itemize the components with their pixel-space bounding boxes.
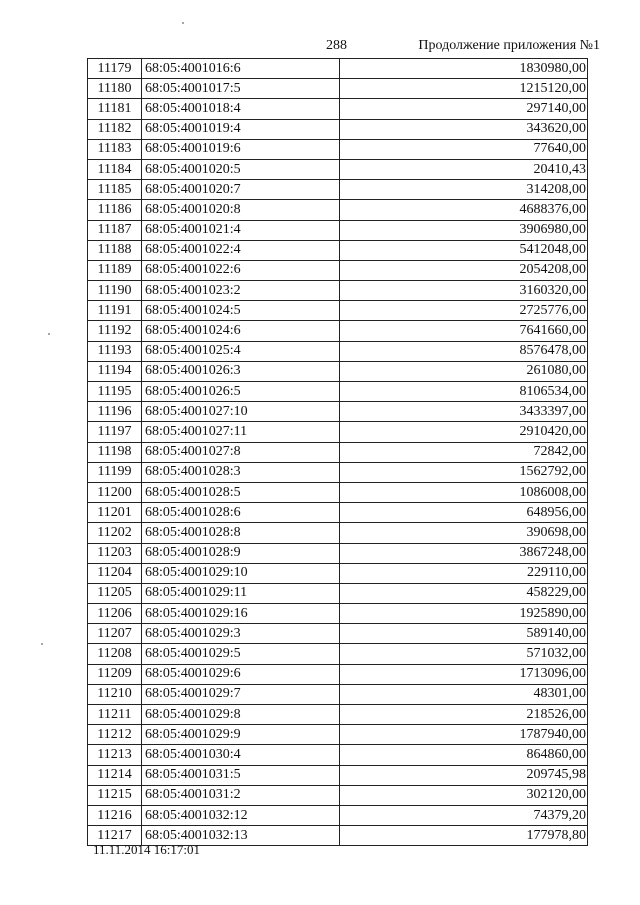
- cadastral-number-cell: 68:05:4001028:3: [142, 462, 340, 482]
- row-number-cell: 11188: [88, 240, 142, 260]
- cadastral-value-cell: 1086008,00: [340, 482, 588, 502]
- cadastral-number-cell: 68:05:4001029:3: [142, 624, 340, 644]
- row-number-cell: 11189: [88, 260, 142, 280]
- cadastral-number-cell: 68:05:4001029:16: [142, 604, 340, 624]
- cadastral-value-cell: 261080,00: [340, 361, 588, 381]
- row-number-cell: 11181: [88, 99, 142, 119]
- table-row: [88, 805, 588, 825]
- table-row: [88, 725, 588, 745]
- table-row: [88, 624, 588, 644]
- cadastral-value-cell: 48301,00: [340, 684, 588, 704]
- row-number-cell: 11203: [88, 543, 142, 563]
- cadastral-value-cell: 177978,80: [340, 826, 588, 846]
- table-row: [88, 240, 588, 260]
- table-row: [88, 301, 588, 321]
- row-number-cell: 11205: [88, 583, 142, 603]
- table-row: [88, 402, 588, 422]
- cadastral-value-cell: 218526,00: [340, 705, 588, 725]
- cadastral-number-cell: 68:05:4001018:4: [142, 99, 340, 119]
- cadastral-value-cell: 20410,43: [340, 159, 588, 179]
- cadastral-number-cell: 68:05:4001017:5: [142, 79, 340, 99]
- cadastral-value-cell: 1925890,00: [340, 604, 588, 624]
- cadastral-value-cell: 2910420,00: [340, 422, 588, 442]
- table-row: [88, 59, 588, 79]
- cadastral-value-cell: 3867248,00: [340, 543, 588, 563]
- cadastral-number-cell: 68:05:4001026:3: [142, 361, 340, 381]
- cadastral-value-table: [87, 58, 588, 846]
- cadastral-value-cell: 1787940,00: [340, 725, 588, 745]
- cadastral-value-cell: 229110,00: [340, 563, 588, 583]
- cadastral-value-cell: 302120,00: [340, 785, 588, 805]
- cadastral-number-cell: 68:05:4001027:11: [142, 422, 340, 442]
- cadastral-value-cell: 4688376,00: [340, 200, 588, 220]
- row-number-cell: 11202: [88, 523, 142, 543]
- table-row: [88, 684, 588, 704]
- row-number-cell: 11186: [88, 200, 142, 220]
- cadastral-number-cell: 68:05:4001027:8: [142, 442, 340, 462]
- table-row: [88, 482, 588, 502]
- row-number-cell: 11184: [88, 159, 142, 179]
- row-number-cell: 11192: [88, 321, 142, 341]
- row-number-cell: 11199: [88, 462, 142, 482]
- cadastral-value-cell: 8106534,00: [340, 382, 588, 402]
- row-number-cell: 11182: [88, 119, 142, 139]
- cadastral-number-cell: 68:05:4001019:4: [142, 119, 340, 139]
- row-number-cell: 11209: [88, 664, 142, 684]
- table-row: [88, 382, 588, 402]
- row-number-cell: 11212: [88, 725, 142, 745]
- table-row: [88, 119, 588, 139]
- cadastral-number-cell: 68:05:4001029:11: [142, 583, 340, 603]
- cadastral-value-cell: 1830980,00: [340, 59, 588, 79]
- cadastral-number-cell: 68:05:4001024:5: [142, 301, 340, 321]
- cadastral-number-cell: 68:05:4001028:8: [142, 523, 340, 543]
- cadastral-value-cell: 458229,00: [340, 583, 588, 603]
- cadastral-value-cell: 8576478,00: [340, 341, 588, 361]
- cadastral-value-cell: 571032,00: [340, 644, 588, 664]
- table-row: [88, 99, 588, 119]
- cadastral-value-cell: 343620,00: [340, 119, 588, 139]
- cadastral-number-cell: 68:05:4001016:6: [142, 59, 340, 79]
- cadastral-value-cell: 390698,00: [340, 523, 588, 543]
- cadastral-value-cell: 209745,98: [340, 765, 588, 785]
- cadastral-number-cell: 68:05:4001029:6: [142, 664, 340, 684]
- row-number-cell: 11208: [88, 644, 142, 664]
- cadastral-number-cell: 68:05:4001032:12: [142, 805, 340, 825]
- row-number-cell: 11195: [88, 382, 142, 402]
- table-row: [88, 563, 588, 583]
- row-number-cell: 11179: [88, 59, 142, 79]
- cadastral-value-cell: 72842,00: [340, 442, 588, 462]
- row-number-cell: 11197: [88, 422, 142, 442]
- table-row: [88, 361, 588, 381]
- cadastral-value-cell: 864860,00: [340, 745, 588, 765]
- cadastral-value-cell: 2725776,00: [340, 301, 588, 321]
- row-number-cell: 11210: [88, 684, 142, 704]
- cadastral-number-cell: 68:05:4001019:6: [142, 139, 340, 159]
- cadastral-number-cell: 68:05:4001029:10: [142, 563, 340, 583]
- cadastral-number-cell: 68:05:4001032:13: [142, 826, 340, 846]
- table-row: [88, 422, 588, 442]
- cadastral-value-cell: 589140,00: [340, 624, 588, 644]
- row-number-cell: 11185: [88, 180, 142, 200]
- cadastral-number-cell: 68:05:4001022:4: [142, 240, 340, 260]
- page-number: 288: [326, 38, 347, 53]
- cadastral-number-cell: 68:05:4001024:6: [142, 321, 340, 341]
- cadastral-number-cell: 68:05:4001030:4: [142, 745, 340, 765]
- row-number-cell: 11206: [88, 604, 142, 624]
- print-timestamp: 11.11.2014 16:17:01: [93, 842, 201, 857]
- row-number-cell: 11190: [88, 281, 142, 301]
- row-number-cell: 11217: [88, 826, 142, 846]
- cadastral-number-cell: 68:05:4001020:7: [142, 180, 340, 200]
- cadastral-value-cell: 74379,20: [340, 805, 588, 825]
- row-number-cell: 11187: [88, 220, 142, 240]
- cadastral-number-cell: 68:05:4001028:5: [142, 482, 340, 502]
- table-row: [88, 180, 588, 200]
- table-row: [88, 442, 588, 462]
- row-number-cell: 11214: [88, 765, 142, 785]
- cadastral-number-cell: 68:05:4001028:9: [142, 543, 340, 563]
- row-number-cell: 11213: [88, 745, 142, 765]
- row-number-cell: 11204: [88, 563, 142, 583]
- table-row: [88, 281, 588, 301]
- table-row: [88, 604, 588, 624]
- table-row: [88, 220, 588, 240]
- cadastral-value-cell: 5412048,00: [340, 240, 588, 260]
- cadastral-number-cell: 68:05:4001027:10: [142, 402, 340, 422]
- cadastral-number-cell: 68:05:4001029:8: [142, 705, 340, 725]
- cadastral-value-cell: 3160320,00: [340, 281, 588, 301]
- table-row: [88, 139, 588, 159]
- row-number-cell: 11216: [88, 805, 142, 825]
- cadastral-value-cell: 1562792,00: [340, 462, 588, 482]
- row-number-cell: 11211: [88, 705, 142, 725]
- row-number-cell: 11196: [88, 402, 142, 422]
- cadastral-number-cell: 68:05:4001020:5: [142, 159, 340, 179]
- cadastral-number-cell: 68:05:4001021:4: [142, 220, 340, 240]
- scan-speck: [182, 22, 184, 24]
- table-row: [88, 705, 588, 725]
- cadastral-number-cell: 68:05:4001026:5: [142, 382, 340, 402]
- row-number-cell: 11198: [88, 442, 142, 462]
- table-body: [88, 59, 588, 846]
- appendix-title: Продолжение приложения №1: [418, 38, 600, 53]
- row-number-cell: 11183: [88, 139, 142, 159]
- cadastral-value-cell: 3906980,00: [340, 220, 588, 240]
- cadastral-value-cell: 1713096,00: [340, 664, 588, 684]
- table-row: [88, 321, 588, 341]
- cadastral-value-cell: 648956,00: [340, 503, 588, 523]
- row-number-cell: 11180: [88, 79, 142, 99]
- scan-speck: [41, 643, 43, 645]
- table-row: [88, 543, 588, 563]
- table-row: [88, 644, 588, 664]
- table-row: [88, 159, 588, 179]
- row-number-cell: 11191: [88, 301, 142, 321]
- table-row: [88, 785, 588, 805]
- table-row: [88, 523, 588, 543]
- table-row: [88, 341, 588, 361]
- cadastral-value-cell: 1215120,00: [340, 79, 588, 99]
- cadastral-value-cell: 77640,00: [340, 139, 588, 159]
- row-number-cell: 11193: [88, 341, 142, 361]
- cadastral-value-cell: 2054208,00: [340, 260, 588, 280]
- cadastral-number-cell: 68:05:4001029:9: [142, 725, 340, 745]
- row-number-cell: 11194: [88, 361, 142, 381]
- cadastral-number-cell: 68:05:4001025:4: [142, 341, 340, 361]
- cadastral-number-cell: 68:05:4001023:2: [142, 281, 340, 301]
- table-row: [88, 583, 588, 603]
- scan-speck: [48, 333, 50, 335]
- table-row: [88, 664, 588, 684]
- cadastral-number-cell: 68:05:4001031:5: [142, 765, 340, 785]
- cadastral-number-cell: 68:05:4001029:5: [142, 644, 340, 664]
- cadastral-value-cell: 3433397,00: [340, 402, 588, 422]
- cadastral-number-cell: 68:05:4001020:8: [142, 200, 340, 220]
- table-row: [88, 462, 588, 482]
- cadastral-value-cell: 297140,00: [340, 99, 588, 119]
- table-row: [88, 260, 588, 280]
- row-number-cell: 11200: [88, 482, 142, 502]
- row-number-cell: 11215: [88, 785, 142, 805]
- table-row: [88, 503, 588, 523]
- row-number-cell: 11207: [88, 624, 142, 644]
- table-row: [88, 79, 588, 99]
- cadastral-value-cell: 7641660,00: [340, 321, 588, 341]
- table-row: [88, 200, 588, 220]
- cadastral-number-cell: 68:05:4001029:7: [142, 684, 340, 704]
- cadastral-number-cell: 68:05:4001028:6: [142, 503, 340, 523]
- cadastral-number-cell: 68:05:4001031:2: [142, 785, 340, 805]
- cadastral-value-cell: 314208,00: [340, 180, 588, 200]
- row-number-cell: 11201: [88, 503, 142, 523]
- table-row: [88, 765, 588, 785]
- cadastral-number-cell: 68:05:4001022:6: [142, 260, 340, 280]
- table-row: [88, 745, 588, 765]
